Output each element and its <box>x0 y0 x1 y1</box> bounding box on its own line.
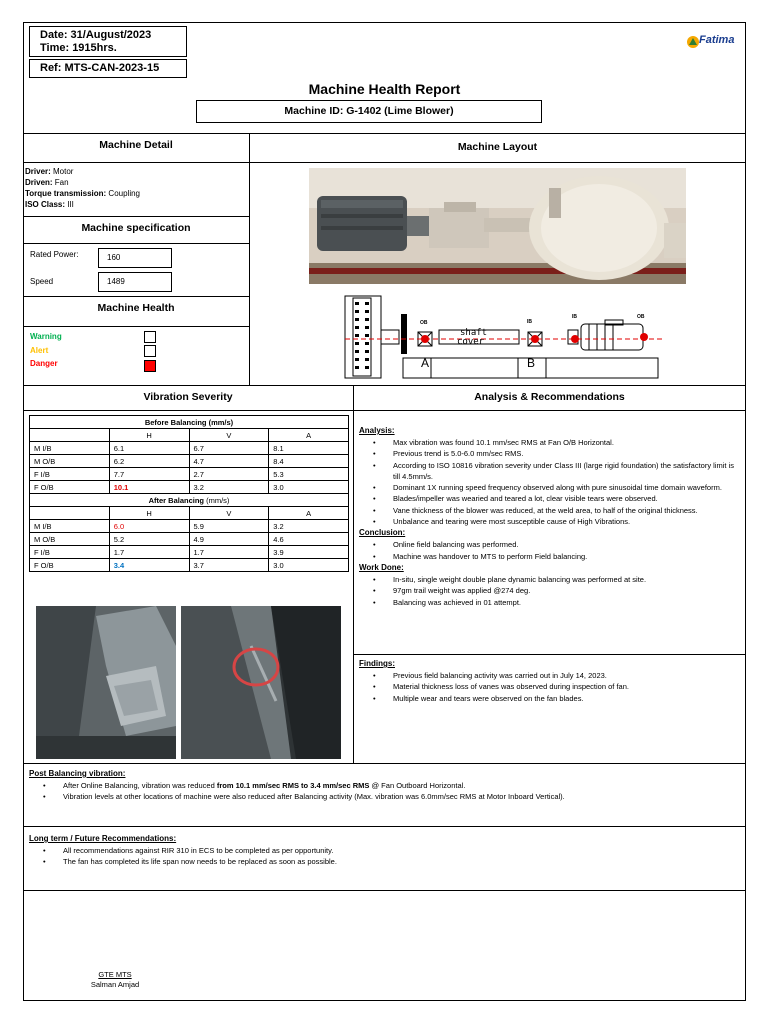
rated-power-label: Rated Power: <box>30 250 79 259</box>
col-header-v: V <box>189 429 269 442</box>
schematic-label-ib-mid: IB <box>527 319 532 325</box>
speed-value: 1489 <box>98 272 172 292</box>
max-before-value: 10.1 <box>109 481 189 494</box>
before-balancing-title: Before Balancing (mm/s) <box>30 416 349 429</box>
machine-spec-title: Machine specification <box>81 222 191 234</box>
fan-blade-image-2 <box>181 606 341 759</box>
signature-name: Salman Amjad <box>90 980 140 989</box>
list-item: • Previous trend is 5.0-6.0 mm/sec RMS. <box>393 448 741 459</box>
list-item: • Previous field balancing activity was carried out in July 14, 2023. <box>393 670 741 681</box>
divider <box>23 763 746 764</box>
after-column-row: H V A <box>30 507 349 520</box>
schematic-label-shaft: shaft <box>460 328 488 338</box>
long-term-heading: Long term / Future Recommendations: <box>29 834 177 843</box>
health-warning-label: Warning <box>30 332 62 341</box>
detail-torque: Torque transmission: Coupling <box>25 189 141 198</box>
detail-iso-class: ISO Class: III <box>25 200 74 209</box>
list-item: • The fan has completed its life span now needs to be replaced as soon as possible. <box>63 856 741 867</box>
schematic-label-cover: cover <box>457 337 485 347</box>
fan-blade-image-1 <box>36 606 176 759</box>
machine-schematic <box>343 292 673 382</box>
before-header-row <box>30 416 349 429</box>
list-item: • After Online Balancing, vibration was reduced from 10.1 mm/sec RMS to 3.4 mm/sec RMS @ Fan Outboard Horizontal. <box>63 780 741 791</box>
fan-blade-photo-1 <box>36 606 176 759</box>
detail-driver: Driver: Motor <box>25 167 74 176</box>
divider <box>23 162 746 163</box>
schematic-label-b: B <box>527 356 536 370</box>
divider <box>23 216 249 217</box>
signature-block <box>70 970 160 990</box>
health-alert-label: Alert <box>30 346 49 355</box>
after-balancing-title: After Balancing (mm/s) <box>30 494 349 507</box>
post-balancing-list <box>29 780 741 803</box>
divider <box>249 133 250 385</box>
schematic-label-ob-left: OB <box>420 320 428 326</box>
machine-detail-title: Machine Detail <box>99 139 173 151</box>
warning-checkbox <box>144 331 156 343</box>
analysis-content <box>359 425 741 608</box>
after-header-row <box>30 494 349 507</box>
divider <box>23 133 746 134</box>
alert-checkbox <box>144 345 156 357</box>
list-item: • Online field balancing was performed. <box>393 539 741 550</box>
conclusion-heading: Conclusion: <box>359 528 406 538</box>
list-item: • Vibration levels at other locations of machine were also reduced after Balancing activity (Max. vibration was 6.0mm/sec RMS at Motor Inboard Vertical). <box>63 791 741 802</box>
divider <box>23 890 746 891</box>
list-item: • Vane thickness of the blower was reduced, at the weld area, to half of the original thickness. <box>393 505 741 516</box>
post-balancing-heading: Post Balancing vibration: <box>29 769 126 778</box>
list-item: • Max vibration was found 10.1 mm/sec RMS at Fan O/B Horizontal. <box>393 437 741 448</box>
divider <box>23 385 746 386</box>
speed-label: Speed <box>30 277 54 286</box>
danger-checkbox <box>144 360 156 372</box>
long-term-list <box>29 845 741 868</box>
table-row: F I/B 7.7 2.7 5.3 <box>30 468 349 481</box>
conclusion-list <box>359 539 741 562</box>
work-done-heading: Work Done: <box>359 562 404 572</box>
company-logo <box>686 34 738 50</box>
machine-layout-title: Machine Layout <box>457 141 538 153</box>
vibration-table <box>29 415 349 572</box>
page-title: Machine Health Report <box>308 81 461 97</box>
schematic-label-ib-right: IB <box>572 314 577 320</box>
divider <box>23 243 249 244</box>
list-item: • Machine was handover to MTS to perform Field balancing. <box>393 551 741 562</box>
logo-text: Fatima <box>699 34 735 46</box>
divider <box>23 826 746 827</box>
schematic-diagram <box>343 292 673 382</box>
analysis-title: Analysis & Recommendations <box>474 391 625 403</box>
table-row: M O/B 6.2 4.7 8.4 <box>30 455 349 468</box>
detail-driven: Driven: Fan <box>25 178 69 187</box>
table-row: M O/B 5.2 4.9 4.6 <box>30 533 349 546</box>
list-item: • All recommendations against RIR 310 in ECS to be completed as per opportunity. <box>63 845 741 856</box>
col-header-h: H <box>109 429 189 442</box>
list-item: • Material thickness loss of vanes was observed during inspection of fan. <box>393 681 741 692</box>
findings-list <box>359 670 741 704</box>
work-done-list <box>359 574 741 608</box>
table-row: F O/B 10.1 3.2 3.0 <box>30 481 349 494</box>
vibration-title: Vibration Severity <box>143 391 233 403</box>
machine-id: Machine ID: G-1402 (Lime Blower) <box>284 105 454 117</box>
analysis-list <box>359 437 741 527</box>
table-row: M I/B 6.1 6.7 8.1 <box>30 442 349 455</box>
report-ref: Ref: MTS-CAN-2023-15 <box>40 62 160 74</box>
list-item: • Multiple wear and tears were observed on the fan blades. <box>393 693 741 704</box>
machine-photo-image <box>309 168 686 284</box>
list-item: • Unbalance and tearing were most susceptible cause of High Vibrations. <box>393 516 741 527</box>
list-item: • Balancing was achieved in 01 attempt. <box>393 597 741 608</box>
divider <box>23 326 249 327</box>
report-time: Time: 1915hrs. <box>40 42 117 54</box>
post-balancing-section <box>29 768 741 803</box>
max-after-value: 6.0 <box>109 520 189 533</box>
analysis-heading: Analysis: <box>359 426 395 435</box>
ref-box <box>29 59 187 78</box>
machine-health-title: Machine Health <box>97 302 175 314</box>
divider <box>353 654 746 655</box>
logo-mark-icon <box>686 35 700 49</box>
findings-content <box>359 658 741 704</box>
list-item: • In-situ, single weight double plane dynamic balancing was performed at site. <box>393 574 741 585</box>
table-row: F I/B 1.7 1.7 3.9 <box>30 546 349 559</box>
signature-dept: GTE MTS <box>98 970 132 979</box>
rated-power-value: 160 <box>98 248 172 268</box>
health-danger-label: Danger <box>30 359 58 368</box>
date-time-box <box>29 26 187 57</box>
report-date: Date: 31/August/2023 <box>40 29 152 41</box>
table-row: F O/B 3.4 3.7 3.0 <box>30 559 349 572</box>
list-item: • Blades/impeller was wearied and teared a lot, clear visible tears were observed. <box>393 493 741 504</box>
machine-photo <box>309 168 686 284</box>
list-item: • Dominant 1X running speed frequency observed along with pure sinusoidal time domain waveform. <box>393 482 741 493</box>
col-header-a: A <box>269 429 349 442</box>
table-row: M I/B 6.0 5.9 3.2 <box>30 520 349 533</box>
before-column-row <box>30 429 349 442</box>
fan-ob-after-value: 3.4 <box>109 559 189 572</box>
divider <box>23 410 746 411</box>
long-term-section <box>29 833 741 868</box>
machine-id-box <box>196 100 542 123</box>
schematic-label-a: A <box>421 356 430 370</box>
fan-blade-photo-2 <box>181 606 341 759</box>
divider <box>23 296 249 297</box>
machine-detail-list <box>25 166 245 210</box>
list-item: • 97gm trail weight was applied @274 deg. <box>393 585 741 596</box>
findings-heading: Findings: <box>359 659 395 668</box>
schematic-label-ob-right: OB <box>637 314 645 320</box>
divider <box>353 385 354 763</box>
col-header-location <box>30 429 110 442</box>
list-item: • According to ISO 10816 vibration severity under Class III (large rigid foundation) the satisfactory limit is till 4.5mm/s. <box>393 460 741 483</box>
